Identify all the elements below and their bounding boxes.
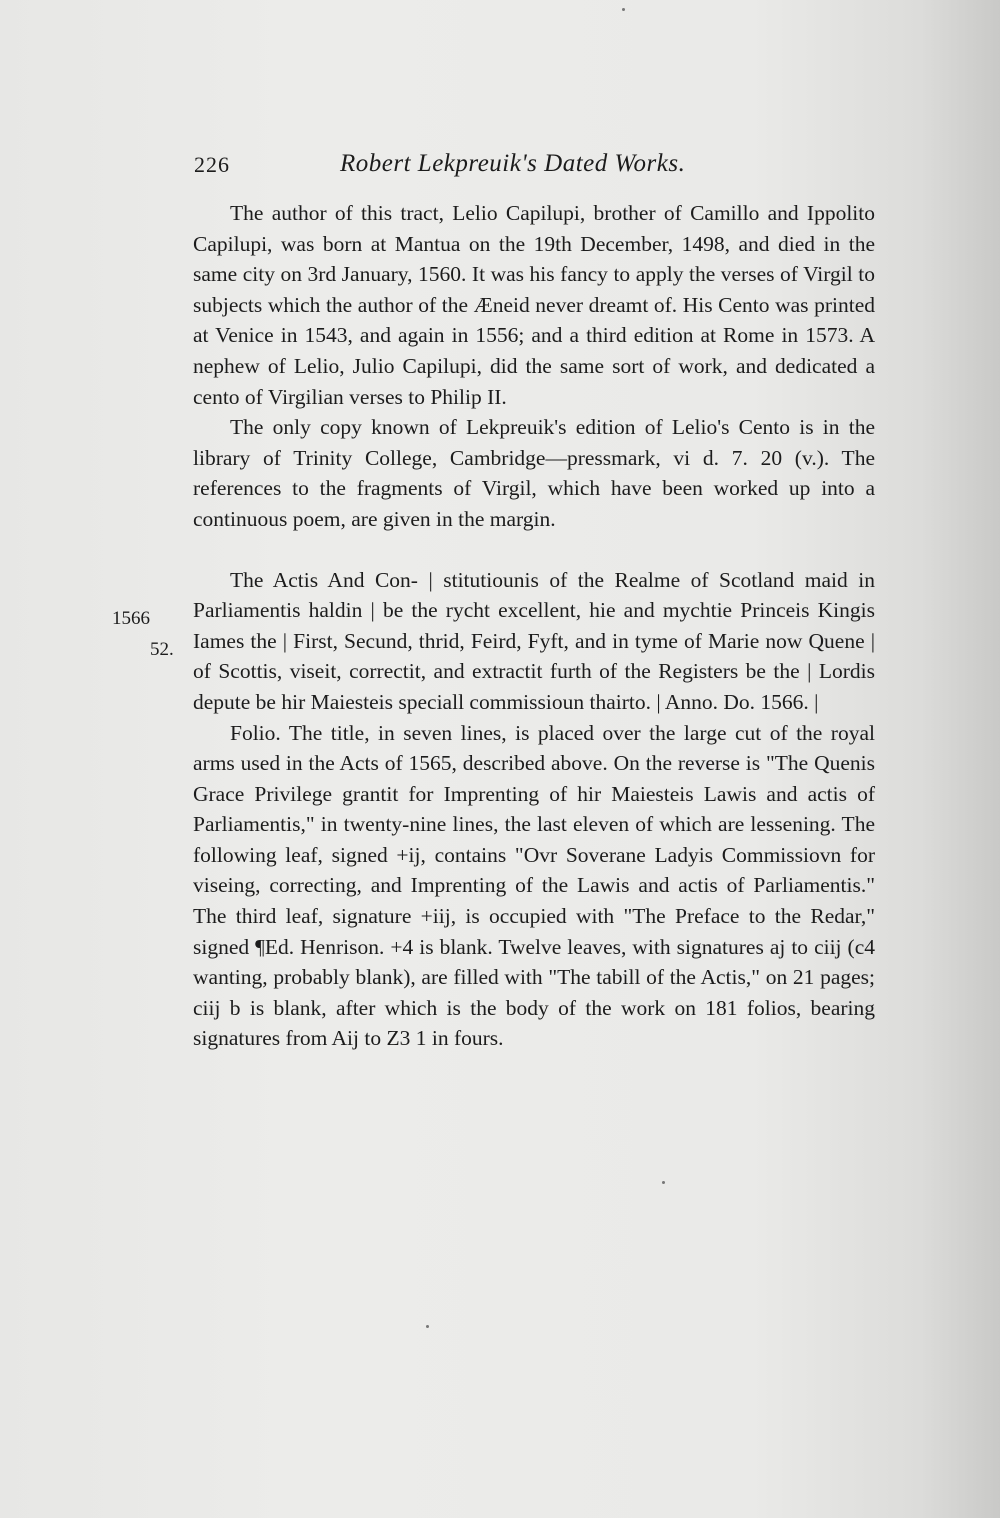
paragraph-entry-title: The Actis And Con- | stitutiounis of the Realme of Scotland maid in Parliamentis haldin | be the rycht excellent, hie and mychtie Princeis Kingis Iames the | First, Secund, thrid, Feird, Fyft, and in tyme of Marie now Quene | of Scottis, viseit, correctit, and extractit furth of the Registers be the | Lordis depute be hir Maiesteis speciall commissioun thairto. | Anno. Do. 1566. | — [193, 567, 875, 714]
paper-speck — [662, 1181, 665, 1184]
running-title: Robert Lekpreuik's Dated Works. — [340, 150, 686, 177]
paper-speck — [622, 8, 625, 11]
margin-note — [108, 604, 188, 665]
page-header — [194, 148, 884, 188]
page-number: 226 — [194, 152, 230, 177]
body-text — [193, 198, 875, 1054]
paper-speck — [426, 1325, 429, 1328]
paragraph-copy-note: The only copy known of Lekpreuik's edition of Lelio's Cento is in the library of Trinity College, Cambridge—pressmark, vi d. 7. 20 (v.). The references to the fragments of Virgil, which have been worked up into a continuous poem, are given in the margin. — [193, 415, 875, 531]
paragraph-author-note: The author of this tract, Lelio Capilupi, brother of Camillo and Ippolito Capilupi, was born at Mantua on the 19th December, 1498, and died in the same city on 3rd January, 1560. It was his fancy to apply the verses of Virgil to subjects which the author of the Æneid never dreamt of. His Cento was printed at Venice in 1543, and again in 1556; and a third edition at Rome in 1573. A nephew of Lelio, Julio Capilupi, did the same sort of work, and dedicated a cento of Virgilian verses to Philip II. — [193, 201, 875, 409]
paragraph-collation: Folio. The title, in seven lines, is placed over the large cut of the royal arms used in the Acts of 1565, described above. On the reverse is "The Quenis Grace Privilege grantit for Imprenting of hir Maiesteis Lawis and actis of Parliamentis," in twenty-nine lines, the last eleven of which are lessening. The following leaf, signed +ij, contains "Ovr Soverane Ladyis Commissiovn for viseing, correcting, and Imprenting of the Lawis and actis of Parliamentis." The third leaf, signature +iij, is occupied with "The Preface to the Redar," signed ¶Ed. Henrison. +4 is blank. Twelve leaves, with signatures aj to ciij (c4 wanting, probably blank), are filled with "The tabill of the Actis," on 21 pages; ciij b is blank, after which is the body of the work on 181 folios, bearing signatures from Aij to Z3 1 in fours. — [193, 720, 875, 1051]
margin-entry-number: 52. — [150, 638, 174, 660]
margin-year: 1566 — [112, 608, 150, 629]
